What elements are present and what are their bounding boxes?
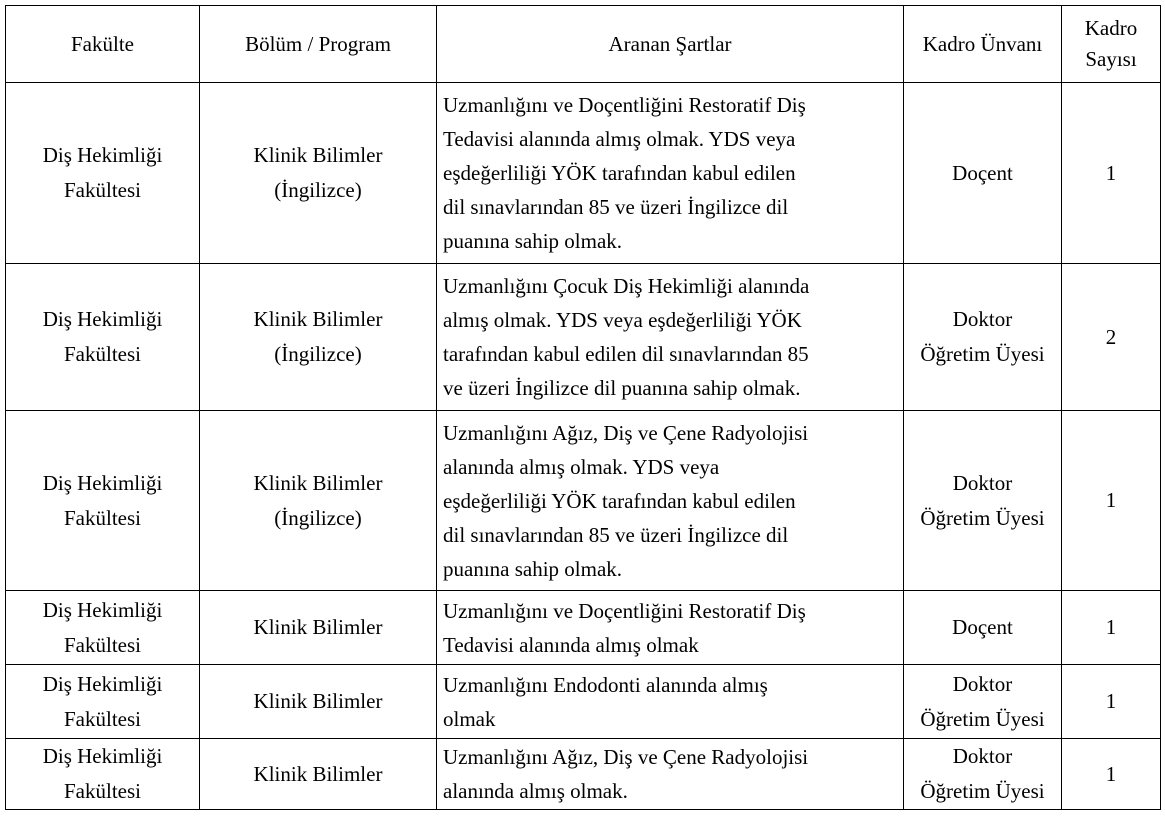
- table-header-row: [6, 6, 1161, 83]
- cell-fakulte: [6, 665, 200, 739]
- cell-line: alanında almış olmak.: [443, 779, 628, 803]
- cell-line: Fakültesi: [64, 632, 141, 657]
- cell-line: Doktor: [952, 470, 1013, 495]
- cell-line: (İngilizce): [274, 178, 362, 202]
- cell-line: Tedavisi alanında almış olmak. YDS veya: [443, 127, 796, 151]
- header-sartlar: Aranan Şartlar: [437, 6, 904, 83]
- cell-line: Uzmanlığını Ağız, Diş ve Çene Radyolojisi: [443, 420, 809, 445]
- cell-line: olmak: [443, 706, 496, 731]
- cell-fakulte: [6, 264, 200, 411]
- header-sayi-line1: Kadro: [1084, 16, 1138, 40]
- table-row: [6, 83, 1161, 264]
- cell-sayi: 1: [1062, 411, 1161, 591]
- cell-bolum: [200, 264, 437, 411]
- cell-bolum: [200, 665, 437, 739]
- cell-line: Öğretim Üyesi: [920, 706, 1045, 731]
- cell-line: Diş Hekimliği: [42, 470, 163, 495]
- cell-line: Öğretim Üyesi: [920, 505, 1045, 530]
- cell-line: Uzmanlığını Çocuk Diş Hekimliği alanında: [443, 274, 810, 298]
- header-sayi: [1062, 6, 1161, 83]
- cell-line: alanında almış olmak. YDS veya: [443, 454, 720, 479]
- table-row: [6, 739, 1161, 810]
- cell-line: Doktor: [952, 671, 1013, 696]
- cell-line: ve üzeri İngilizce dil puanına sahip olmak.: [443, 376, 801, 400]
- cell-line: eşdeğerliliği YÖK tarafından kabul edilen: [443, 488, 796, 513]
- table-row: [6, 665, 1161, 739]
- cell-line: Uzmanlığını ve Doçentliğini Restoratif Diş: [443, 598, 806, 623]
- cell-line: Klinik Bilimler: [253, 470, 383, 495]
- cell-fakulte: [6, 83, 200, 264]
- cell-unvan: [904, 739, 1062, 810]
- cell-unvan: [904, 665, 1062, 739]
- cell-line: Diş Hekimliği: [42, 143, 163, 167]
- table-row: [6, 591, 1161, 665]
- cell-line: Fakültesi: [64, 505, 141, 530]
- cell-sayi: 1: [1062, 739, 1161, 810]
- cell-fakulte: [6, 739, 200, 810]
- cell-fakulte: [6, 591, 200, 665]
- cell-line: Öğretim Üyesi: [920, 779, 1045, 803]
- cell-line: Tedavisi alanında almış olmak: [443, 632, 699, 657]
- cell-line: Diş Hekimliği: [42, 307, 163, 331]
- cell-line: Diş Hekimliği: [42, 597, 163, 622]
- cell-unvan: [904, 411, 1062, 591]
- cell-sayi: 1: [1062, 83, 1161, 264]
- cell-sartlar: [437, 83, 904, 264]
- cell-line: almış olmak. YDS veya eşdeğerliliği YÖK: [443, 308, 802, 332]
- cell-bolum: [200, 591, 437, 665]
- cell-line: Klinik Bilimler: [253, 761, 383, 786]
- cell-line: Uzmanlığını Ağız, Diş ve Çene Radyolojisi: [443, 745, 809, 769]
- cell-line: (İngilizce): [274, 342, 362, 366]
- cell-line: Klinik Bilimler: [253, 615, 383, 639]
- table-body: [6, 83, 1161, 810]
- cell-line: Doçent: [952, 615, 1013, 639]
- cell-sartlar: [437, 264, 904, 411]
- cell-sayi: 2: [1062, 264, 1161, 411]
- faculty-positions-table: [5, 5, 1161, 810]
- cell-line: Fakültesi: [64, 779, 141, 803]
- cell-line: Uzmanlığını Endodonti alanında almış: [443, 672, 768, 697]
- cell-sartlar: [437, 739, 904, 810]
- table-row: [6, 264, 1161, 411]
- cell-line: tarafından kabul edilen dil sınavlarından 85: [443, 342, 809, 366]
- cell-line: dil sınavlarından 85 ve üzeri İngilizce dil: [443, 522, 789, 547]
- cell-sartlar: [437, 665, 904, 739]
- header-sayi-line2: Sayısı: [1085, 47, 1137, 71]
- cell-fakulte: [6, 411, 200, 591]
- cell-line: eşdeğerliliği YÖK tarafından kabul edilen: [443, 161, 796, 185]
- cell-line: Fakültesi: [64, 342, 141, 366]
- cell-line: Klinik Bilimler: [253, 307, 383, 331]
- cell-line: dil sınavlarından 85 ve üzeri İngilizce dil: [443, 195, 789, 219]
- cell-sartlar: [437, 411, 904, 591]
- cell-line: Fakültesi: [64, 178, 141, 202]
- header-unvan: Kadro Ünvanı: [904, 6, 1062, 83]
- cell-line: Diş Hekimliği: [42, 744, 163, 768]
- table-row: [6, 411, 1161, 591]
- cell-line: Doktor: [952, 744, 1013, 768]
- cell-line: Doktor: [952, 307, 1013, 331]
- cell-line: Öğretim Üyesi: [920, 342, 1045, 366]
- cell-unvan: [904, 591, 1062, 665]
- cell-sayi: 1: [1062, 591, 1161, 665]
- header-fakulte: Fakülte: [6, 6, 200, 83]
- cell-line: puanına sahip olmak.: [443, 556, 623, 581]
- cell-line: (İngilizce): [274, 505, 362, 530]
- cell-bolum: [200, 83, 437, 264]
- cell-line: Doçent: [952, 160, 1013, 185]
- cell-line: Uzmanlığını ve Doçentliğini Restoratif Diş: [443, 93, 806, 117]
- cell-sayi: 1: [1062, 665, 1161, 739]
- cell-bolum: [200, 411, 437, 591]
- header-bolum: Bölüm / Program: [200, 6, 437, 83]
- cell-sartlar: [437, 591, 904, 665]
- cell-line: Fakültesi: [64, 706, 141, 731]
- cell-line: Klinik Bilimler: [253, 689, 383, 713]
- cell-unvan: [904, 264, 1062, 411]
- cell-line: puanına sahip olmak.: [443, 229, 623, 253]
- cell-bolum: [200, 739, 437, 810]
- cell-line: Klinik Bilimler: [253, 143, 383, 167]
- cell-unvan: [904, 83, 1062, 264]
- cell-line: Diş Hekimliği: [42, 671, 163, 696]
